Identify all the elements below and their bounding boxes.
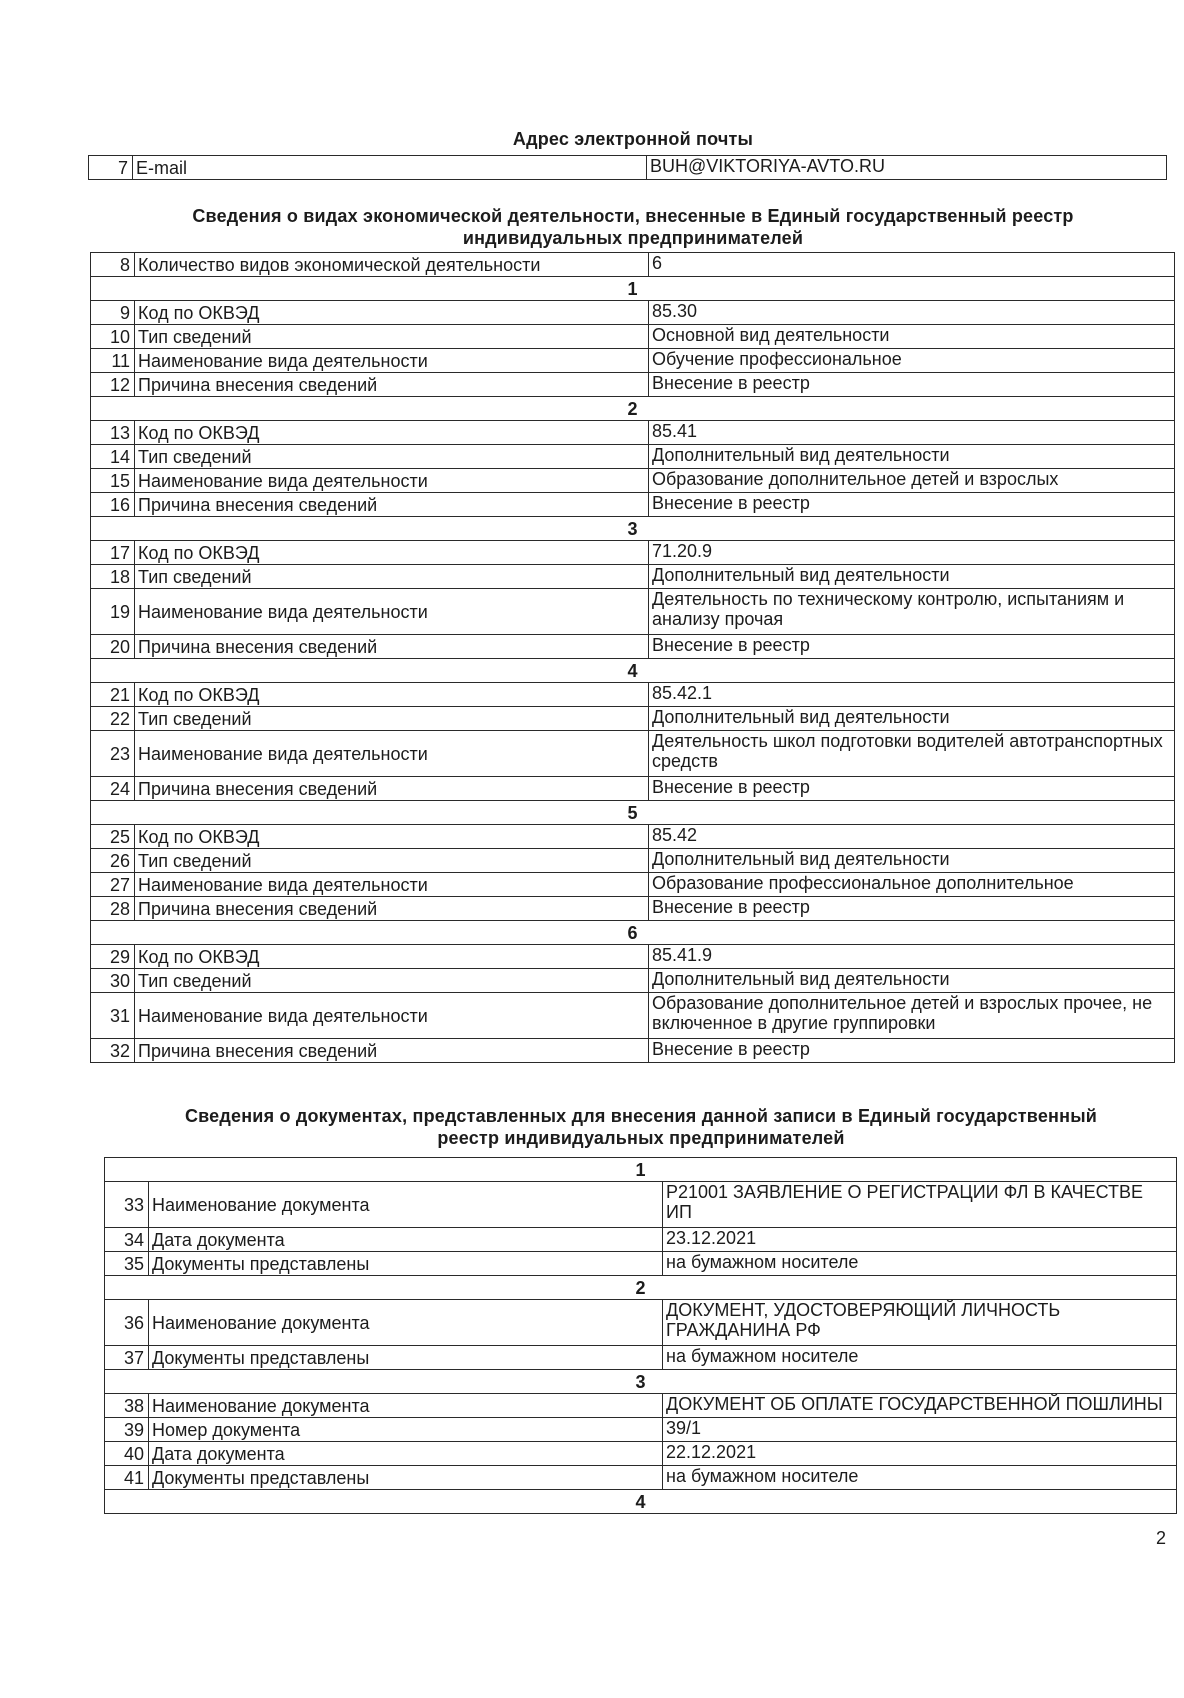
group-index: 4 — [105, 1490, 1177, 1514]
row-label: Наименование документа — [149, 1394, 663, 1418]
table-row — [91, 635, 1175, 659]
row-number: 34 — [105, 1228, 149, 1252]
row-label: Наименование вида деятельности — [135, 349, 649, 373]
table-row — [91, 373, 1175, 397]
row-value: Внесение в реестр — [649, 373, 1175, 397]
row-number: 17 — [91, 541, 135, 565]
row-number: 33 — [105, 1182, 149, 1228]
table-row — [91, 873, 1175, 897]
group-index: 2 — [105, 1276, 1177, 1300]
table-row — [91, 683, 1175, 707]
row-label: Причина внесения сведений — [135, 777, 649, 801]
row-value: ДОКУМЕНТ ОБ ОПЛАТЕ ГОСУДАРСТВЕННОЙ ПОШЛИНЫ — [663, 1394, 1177, 1418]
row-label: Код по ОКВЭД — [135, 301, 649, 325]
table-row — [91, 349, 1175, 373]
row-value: 71.20.9 — [649, 541, 1175, 565]
group-index: 6 — [91, 921, 1175, 945]
row-value: Дополнительный вид деятельности — [649, 707, 1175, 731]
row-label: Тип сведений — [135, 969, 649, 993]
group-header-row — [91, 277, 1175, 301]
row-label: Код по ОКВЭД — [135, 825, 649, 849]
row-label: Наименование вида деятельности — [135, 731, 649, 777]
row-number: 30 — [91, 969, 135, 993]
row-label: Код по ОКВЭД — [135, 421, 649, 445]
row-number: 9 — [91, 301, 135, 325]
row-value: 39/1 — [663, 1418, 1177, 1442]
page-number: 2 — [1156, 1528, 1167, 1548]
row-number: 26 — [91, 849, 135, 873]
row-label: Номер документа — [149, 1418, 663, 1442]
row-label: Документы представлены — [149, 1466, 663, 1490]
row-number: 39 — [105, 1418, 149, 1442]
row-label: Тип сведений — [135, 707, 649, 731]
row-label: Наименование вида деятельности — [135, 873, 649, 897]
row-number: 37 — [105, 1346, 149, 1370]
row-value: 85.42.1 — [649, 683, 1175, 707]
table-row — [105, 1442, 1177, 1466]
row-number: 36 — [105, 1300, 149, 1346]
table-row — [91, 969, 1175, 993]
table-row — [91, 469, 1175, 493]
row-number: 10 — [91, 325, 135, 349]
row-label: E-mail — [133, 156, 647, 180]
table-row — [105, 1252, 1177, 1276]
table-row — [91, 325, 1175, 349]
row-value: 6 — [649, 253, 1175, 277]
activities-section-title: Сведения о видах экономической деятельности, внесенные в Единый государственный реестр индивидуальных предпринимателей — [192, 206, 1074, 248]
row-number: 16 — [91, 493, 135, 517]
row-label: Дата документа — [149, 1442, 663, 1466]
row-label: Документы представлены — [149, 1252, 663, 1276]
row-value: Образование дополнительное детей и взрослых — [649, 469, 1175, 493]
row-number: 27 — [91, 873, 135, 897]
row-value: BUH@VIKTORIYA-AVTO.RU — [647, 156, 1167, 180]
activities-table — [90, 252, 1175, 1063]
row-value: Основной вид деятельности — [649, 325, 1175, 349]
row-label: Наименование вида деятельности — [135, 589, 649, 635]
group-index: 1 — [105, 1158, 1177, 1182]
row-number: 38 — [105, 1394, 149, 1418]
table-row — [91, 849, 1175, 873]
row-value: Внесение в реестр — [649, 777, 1175, 801]
row-value: Р21001 ЗАЯВЛЕНИЕ О РЕГИСТРАЦИИ ФЛ В КАЧЕСТВЕ ИП — [663, 1182, 1177, 1228]
row-value: на бумажном носителе — [663, 1346, 1177, 1370]
row-value: ДОКУМЕНТ, УДОСТОВЕРЯЮЩИЙ ЛИЧНОСТЬ ГРАЖДАНИНА РФ — [663, 1300, 1177, 1346]
activities-table-body — [91, 253, 1175, 1063]
row-label: Код по ОКВЭД — [135, 945, 649, 969]
row-label: Причина внесения сведений — [135, 493, 649, 517]
table-row — [89, 156, 1167, 180]
email-table — [88, 155, 1167, 180]
row-value: Внесение в реестр — [649, 493, 1175, 517]
table-row — [91, 731, 1175, 777]
row-number: 7 — [89, 156, 133, 180]
row-number: 31 — [91, 993, 135, 1039]
row-number: 24 — [91, 777, 135, 801]
row-label: Причина внесения сведений — [135, 635, 649, 659]
row-number: 19 — [91, 589, 135, 635]
table-row — [105, 1182, 1177, 1228]
row-value: Дополнительный вид деятельности — [649, 849, 1175, 873]
row-label: Причина внесения сведений — [135, 897, 649, 921]
table-row — [91, 1039, 1175, 1063]
row-value: Деятельность по техническому контролю, испытаниям и анализу прочая — [649, 589, 1175, 635]
email-section-title: Адрес электронной почты — [512, 129, 754, 149]
row-label: Дата документа — [149, 1228, 663, 1252]
email-table-body — [89, 156, 1167, 180]
documents-section-title: Сведения о документах, представленных для внесения данной записи в Единый государственный реестр индивидуальных предпринимателей — [184, 1106, 1098, 1148]
row-label: Наименование вида деятельности — [135, 469, 649, 493]
row-label: Причина внесения сведений — [135, 1039, 649, 1063]
row-number: 20 — [91, 635, 135, 659]
row-label: Количество видов экономической деятельности — [135, 253, 649, 277]
table-row — [91, 541, 1175, 565]
row-label: Наименование вида деятельности — [135, 993, 649, 1039]
row-number: 32 — [91, 1039, 135, 1063]
table-row — [91, 445, 1175, 469]
row-number: 18 — [91, 565, 135, 589]
row-value: Внесение в реестр — [649, 897, 1175, 921]
row-number: 28 — [91, 897, 135, 921]
row-label: Тип сведений — [135, 565, 649, 589]
documents-table — [104, 1157, 1177, 1514]
row-label: Тип сведений — [135, 325, 649, 349]
row-value: 85.41 — [649, 421, 1175, 445]
table-row — [91, 993, 1175, 1039]
group-header-row — [105, 1370, 1177, 1394]
group-header-row — [105, 1158, 1177, 1182]
row-value: Дополнительный вид деятельности — [649, 969, 1175, 993]
table-row — [91, 945, 1175, 969]
table-row — [105, 1228, 1177, 1252]
row-value: на бумажном носителе — [663, 1466, 1177, 1490]
row-number: 11 — [91, 349, 135, 373]
row-label: Документы представлены — [149, 1346, 663, 1370]
row-value: Образование дополнительное детей и взрослых прочее, не включенное в другие группировки — [649, 993, 1175, 1039]
row-value: Дополнительный вид деятельности — [649, 565, 1175, 589]
group-header-row — [105, 1490, 1177, 1514]
row-number: 22 — [91, 707, 135, 731]
row-number: 40 — [105, 1442, 149, 1466]
table-row — [105, 1346, 1177, 1370]
row-number: 12 — [91, 373, 135, 397]
table-row — [91, 565, 1175, 589]
group-header-row — [91, 397, 1175, 421]
table-row — [91, 301, 1175, 325]
row-number: 41 — [105, 1466, 149, 1490]
table-row — [91, 589, 1175, 635]
table-row — [91, 253, 1175, 277]
table-row — [91, 421, 1175, 445]
row-label: Наименование документа — [149, 1300, 663, 1346]
table-row — [105, 1394, 1177, 1418]
row-label: Тип сведений — [135, 445, 649, 469]
group-index: 5 — [91, 801, 1175, 825]
group-header-row — [91, 517, 1175, 541]
row-value: Обучение профессиональное — [649, 349, 1175, 373]
row-number: 13 — [91, 421, 135, 445]
row-number: 25 — [91, 825, 135, 849]
row-value: 22.12.2021 — [663, 1442, 1177, 1466]
table-row — [91, 777, 1175, 801]
row-number: 15 — [91, 469, 135, 493]
table-row — [91, 707, 1175, 731]
row-number: 8 — [91, 253, 135, 277]
group-index: 1 — [91, 277, 1175, 301]
row-label: Тип сведений — [135, 849, 649, 873]
row-label: Наименование документа — [149, 1182, 663, 1228]
row-number: 29 — [91, 945, 135, 969]
row-value: Образование профессиональное дополнительное — [649, 873, 1175, 897]
row-number: 35 — [105, 1252, 149, 1276]
table-row — [105, 1466, 1177, 1490]
row-number: 21 — [91, 683, 135, 707]
row-label: Причина внесения сведений — [135, 373, 649, 397]
group-header-row — [91, 801, 1175, 825]
table-row — [91, 825, 1175, 849]
group-header-row — [105, 1276, 1177, 1300]
group-index: 2 — [91, 397, 1175, 421]
table-row — [91, 493, 1175, 517]
group-header-row — [91, 659, 1175, 683]
row-label: Код по ОКВЭД — [135, 541, 649, 565]
row-value: 85.41.9 — [649, 945, 1175, 969]
row-value: 85.30 — [649, 301, 1175, 325]
group-index: 4 — [91, 659, 1175, 683]
row-value: на бумажном носителе — [663, 1252, 1177, 1276]
table-row — [105, 1418, 1177, 1442]
row-value: 85.42 — [649, 825, 1175, 849]
documents-table-body — [105, 1158, 1177, 1514]
row-value: Деятельность школ подготовки водителей автотранспортных средств — [649, 731, 1175, 777]
row-value: 23.12.2021 — [663, 1228, 1177, 1252]
row-number: 14 — [91, 445, 135, 469]
row-value: Внесение в реестр — [649, 1039, 1175, 1063]
table-row — [105, 1300, 1177, 1346]
row-value: Дополнительный вид деятельности — [649, 445, 1175, 469]
group-index: 3 — [105, 1370, 1177, 1394]
group-index: 3 — [91, 517, 1175, 541]
row-number: 23 — [91, 731, 135, 777]
table-row — [91, 897, 1175, 921]
row-label: Код по ОКВЭД — [135, 683, 649, 707]
row-value: Внесение в реестр — [649, 635, 1175, 659]
group-header-row — [91, 921, 1175, 945]
